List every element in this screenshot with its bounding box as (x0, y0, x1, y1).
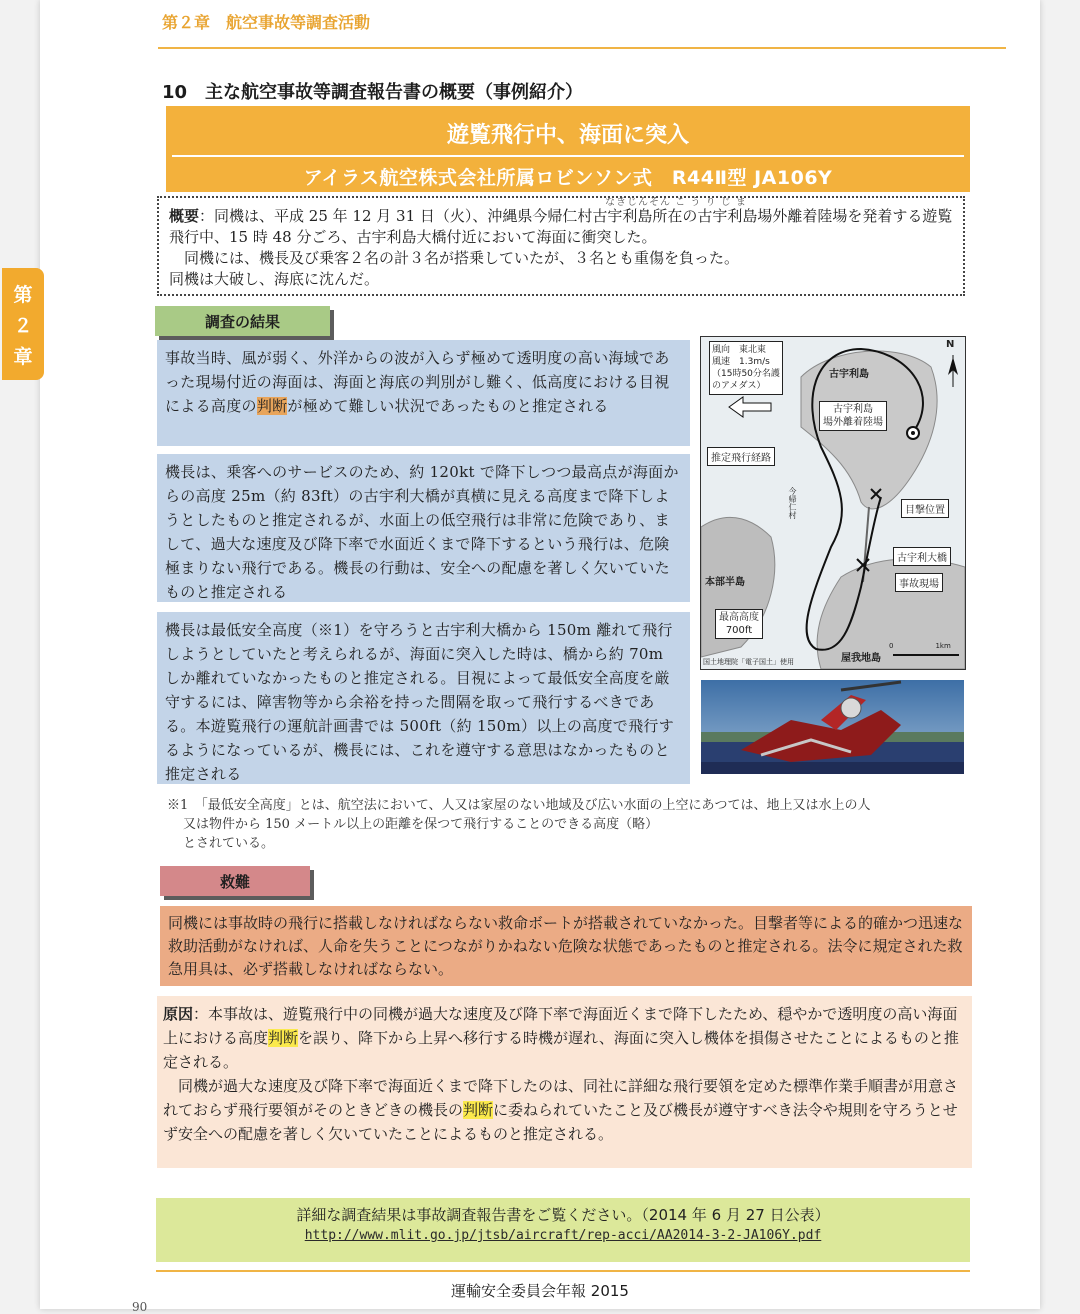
result-box-3: 機長は最低安全高度（※1）を守ろうと古宇利大橋から 150m 離れて飛行しようとしていたと考えられるが、海面に突入した時は、橋から約 70m しか離れていなかったものと推定される。目視によって最低安全高度を厳守するには、障害物等から余裕を持った間隔を取って飛行するべきである。本遊覧飛行の運航計画書では 500ft（約 150m）以上の高度で飛行するようになっているが、機長には、これを遵守する意思はなかったものと推定される (157, 612, 690, 784)
heliport-label-1: 古宇利島 (833, 404, 873, 415)
wreck-photo-graphic (701, 680, 964, 774)
island-label: 古宇利島 (829, 369, 869, 380)
banner-divider (172, 155, 964, 157)
summary-label: 概要 (169, 207, 200, 225)
chapter-header: 第２章 航空事故等調査活動 (162, 13, 371, 32)
ruby-reading: なきじんそん こ う り じ ま (605, 197, 747, 208)
more-info-text: 詳細な調査結果は事故調査報告書をご覧ください。（2014 年 6 月 27 日公表） (296, 1206, 830, 1224)
banner-title: 遊覧飛行中、海面に突入 (446, 123, 689, 148)
north-label: N (946, 339, 955, 350)
summary-box (157, 196, 965, 296)
flight-route-map (700, 336, 966, 670)
footer-rule (156, 1270, 970, 1272)
witness-label: 目撃位置 (901, 499, 949, 518)
route-label: 推定飛行経路 (707, 447, 775, 466)
cause-text-1-end: を誤り、降下から上昇へ移行する時機が遅れ、海面に突入し機体を損傷させたことによるものと推定される。 (163, 1029, 959, 1071)
side-tab-line-1: 第 (13, 283, 33, 306)
cause-text-2-end: に委ねられていたこと及び機長が遵守すべき法令や規則を守ろうとせず安全への配慮を著しく欠いていたことによるものと推定される。 (163, 1101, 958, 1143)
wind-source-2: のアメダス） (712, 381, 766, 391)
highlight-judgement-2: 判断 (463, 1101, 494, 1119)
heliport-label-2: 場外離着陸場 (823, 417, 883, 428)
bridge-label: 古宇利大橋 (893, 547, 951, 566)
header-rule (158, 47, 1006, 49)
max-altitude-title: 最高高度 (719, 612, 759, 623)
wind-speed: 風速 1.3m/s (712, 357, 770, 367)
rescue-box: 同機には事故時の飛行に搭載しなければならない救命ボートが搭載されていなかった。目撃者等による的確かつ迅速な救助活動がなければ、人命を失うことにつながりかねない危険な状態であったものと推定される。法令に規定された救急用具は、必ず搭載しなければならない。 (160, 906, 972, 986)
heliport-label (819, 401, 887, 431)
footnote-line-2: 又は物件から 150 メートル以上の距離を保つて飛行することのできる高度（略） (183, 817, 659, 832)
more-info-box (156, 1198, 970, 1262)
result-1-text-end: が極めて難しい状況であったものと推定される (287, 397, 609, 415)
max-altitude-value: 700ft (725, 625, 753, 636)
footnote-line-3: とされている。 (183, 836, 275, 851)
yagaji-label: 屋我地島 (841, 653, 881, 664)
cause-text-2: 同機が過大な速度及び降下率で海面近くまで降下したのは、同社に詳細な飛行要領を定めた標準作業手順書が用意されておらず飛行要領がそのときどきの機長の (163, 1077, 959, 1119)
banner-subtitle: アイラス航空株式会社所属ロビンソン式 R44Ⅱ型 JA106Y (303, 167, 833, 189)
report-page (40, 0, 1040, 1314)
result-box-2: 機長は、乗客へのサービスのため、約 120kt で降下しつつ最高点が海面からの高度 25m（約 83ft）の古宇利大橋が真横に見える高度まで降下しようとしたものと推定されるが、水面上の低空飛行は非常に危険であり、まして、過大な速度及び降下率で水面近くまで降下するという飛行は、危険極まりない飛行である。機長の行動は、安全への配慮を著しく欠いていたものと推定される (157, 454, 690, 602)
site-label: 事故現場 (895, 573, 943, 592)
case-banner (166, 106, 970, 192)
cause-label: 原因 (163, 1005, 194, 1023)
side-tab-line-2: ２ (13, 314, 33, 337)
wind-direction: 風向 東北東 (712, 345, 767, 355)
map-source: 国土地理院「電子国土」使用 (703, 658, 794, 666)
report-link[interactable]: http://www.mlit.go.jp/jtsb/aircraft/rep-acci/AA2014-3-2-JA106Y.pdf (304, 1228, 822, 1243)
footer-title: 運輸安全委員会年報 2015 (451, 1282, 629, 1300)
footnote-line-1: ※1 「最低安全高度」とは、航空法において、人又は家屋のない地域及び広い水面の上空にあつては、地上又は水上の人 (167, 798, 871, 813)
summary-text-1: ：同機は、平成 25 年 12 月 31 日（火）、沖縄県今帰仁村古宇利島所在の古宇利島場外離着陸場を発着する遊覧飛行中、15 時 48 分ごろ、古宇利島大橋付近において海面に衝突した。 (169, 207, 953, 246)
footnote (167, 796, 967, 853)
cause-text-1: ：本事故は、遊覧飛行中の同機が過大な速度及び降下率で海面近くまで降下したため、穏やかで透明度の高い海面上における高度 (163, 1005, 958, 1047)
highlight-judgement: 判断 (256, 397, 288, 415)
page-number: 90 (132, 1300, 148, 1314)
wreck-photo (701, 680, 964, 774)
section-title: 10 主な航空事故等調査報告書の概要（事例紹介） (162, 82, 584, 103)
peninsula-label: 本部半島 (705, 577, 745, 588)
rescue-tab: 救難 (160, 866, 310, 896)
summary-text-3: 同機は大破し、海底に沈んだ。 (169, 270, 380, 288)
sea-label: 今帰仁村 (788, 487, 797, 519)
results-tab: 調査の結果 (155, 306, 330, 336)
max-altitude-label (715, 609, 763, 639)
highlight-judgement-1: 判断 (268, 1029, 299, 1047)
wind-info (709, 341, 783, 395)
wind-source-1: （15時50分名護 (712, 369, 780, 379)
side-tab-line-3: 章 (13, 345, 33, 368)
result-box-1 (157, 340, 690, 446)
scale-label: 0 1km (889, 642, 951, 650)
chapter-side-tab (2, 268, 44, 380)
summary-text-2: 同機には、機長及び乗客２名の計３名が搭乗していたが、３名とも重傷を負った。 (169, 249, 740, 267)
result-1-text: 事故当時、風が弱く、外洋からの波が入らず極めて透明度の高い海域であった現場付近の海面は、海面と海底の判別がし難く、低高度における目視による高度の (165, 349, 670, 415)
cause-box (157, 996, 972, 1168)
